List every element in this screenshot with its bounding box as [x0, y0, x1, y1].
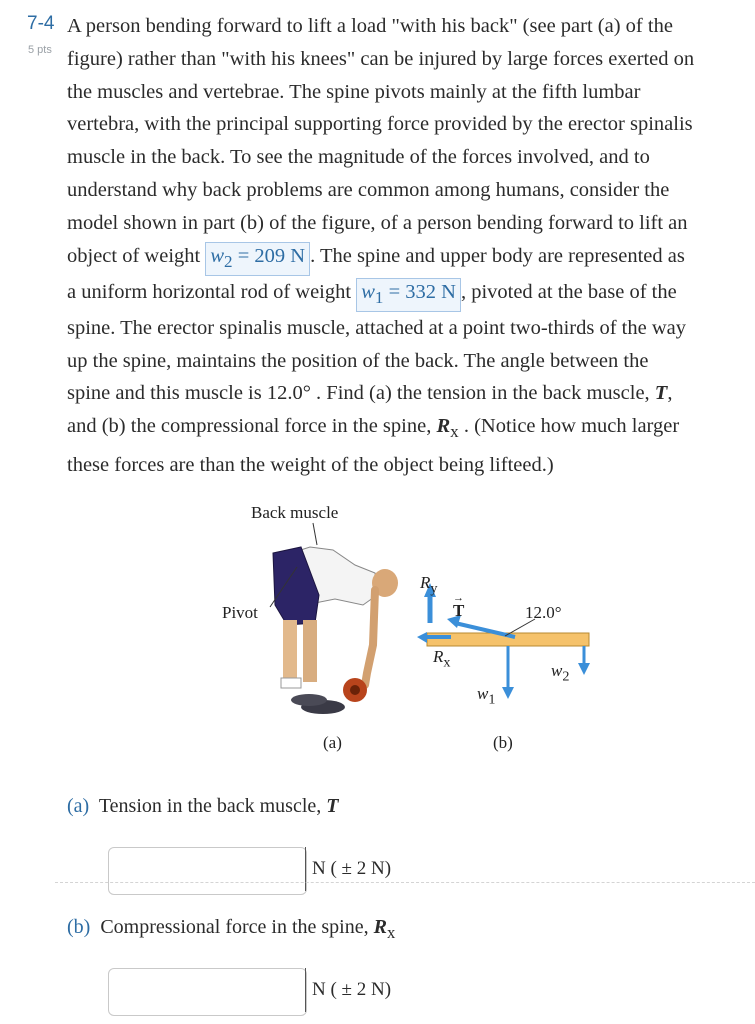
- stem-text: up the spine, maintains the position of the back. The angle between the: [67, 349, 649, 372]
- stem-line: [67, 276, 752, 312]
- stem-text: vertebra, with the principal supporting force provided by the erector spinalis: [67, 113, 693, 136]
- pivot-label: Pivot: [222, 603, 258, 622]
- w2-value: = 209 N: [232, 244, 306, 267]
- part-a-symbol: T: [326, 795, 339, 817]
- w2-label: [551, 661, 569, 685]
- stem-line: [67, 345, 752, 378]
- stem-text: . (Notice how much larger: [458, 415, 680, 438]
- rx-symbol: R: [436, 415, 451, 438]
- ry-symbol: R: [420, 573, 431, 592]
- stem-line: [67, 240, 752, 276]
- part-b-unit: N ( ± 2 N): [305, 968, 391, 1012]
- stem-line: [67, 207, 752, 240]
- ry-label: [420, 573, 437, 597]
- w2-fig-subscript: 2: [562, 668, 570, 685]
- ry-subscript: y: [430, 580, 438, 597]
- w2-fig-symbol: w: [551, 661, 563, 680]
- stem-line: [67, 174, 752, 207]
- part-b-symbol: R: [373, 916, 387, 938]
- w1-label: [477, 684, 495, 708]
- stem-text: model shown in part (b) of the figure, of a person bending forward to lift an: [67, 211, 688, 234]
- part-a-label: (a): [67, 795, 90, 817]
- w1-fig-symbol: w: [477, 684, 489, 703]
- w1-value-box: [356, 278, 461, 312]
- part-b-subscript: x: [386, 923, 396, 942]
- part-b-answer-input[interactable]: [108, 968, 307, 1016]
- stem-text: object of weight: [67, 244, 206, 267]
- stem-text: the muscles and vertebrae. The spine pivots mainly at the fifth lumbar: [67, 80, 641, 103]
- part-a-answer-input[interactable]: [108, 847, 307, 895]
- rx-subscript: x: [450, 422, 459, 442]
- problem-figure: [215, 495, 600, 760]
- stem-text: and (b) the compressional force in the spine,: [67, 415, 437, 438]
- stem-text: spine. The erector spinalis muscle, attached at a point two-thirds of the way: [67, 316, 686, 339]
- t-symbol: T: [453, 601, 465, 620]
- question-stem: [67, 10, 752, 482]
- stem-text: these forces are than the weight of the object being lifteed.): [67, 454, 554, 477]
- vector-arrow-icon: →: [453, 592, 464, 604]
- part-b-label: (b): [67, 916, 91, 938]
- figure-drawing: [215, 495, 600, 760]
- rx-label: [433, 647, 450, 671]
- part-divider: [55, 882, 755, 883]
- question-number: 7-4: [27, 13, 55, 34]
- stem-text: ,: [667, 382, 673, 405]
- stem-text: . The spine and upper body are represented as: [310, 244, 685, 267]
- part-a-text: Tension in the back muscle,: [98, 795, 327, 817]
- stem-line: [67, 377, 752, 410]
- question-points: 5 pts: [28, 44, 52, 56]
- stem-line: [67, 449, 752, 482]
- w1-value: = 332 N: [383, 280, 456, 303]
- rx-fig-symbol: R: [433, 647, 444, 666]
- stem-text: spine and this muscle is 12.0° . Find (a) the tension in the back muscle,: [67, 382, 655, 405]
- back-muscle-label: Back muscle: [251, 503, 339, 522]
- stem-line: [67, 312, 752, 345]
- tension-symbol: T: [654, 382, 668, 405]
- stem-text: , pivoted at the base of the: [460, 280, 677, 303]
- w2-value-box: [205, 242, 310, 276]
- rx-fig-subscript: x: [443, 654, 451, 671]
- w1-subscript: 1: [374, 287, 384, 307]
- stem-line: [67, 76, 752, 109]
- t-label: [453, 592, 465, 621]
- person-illustration: [270, 523, 398, 714]
- stem-text: understand why back problems are common among humans, consider the: [67, 178, 670, 201]
- angle-label: 12.0°: [525, 603, 562, 622]
- w2-symbol: w: [210, 244, 225, 267]
- stem-line: [67, 141, 752, 174]
- caption-a: (a): [323, 733, 342, 752]
- w2-subscript: 2: [224, 251, 233, 271]
- stem-line: [67, 10, 752, 43]
- stem-text: a uniform horizontal rod of weight: [67, 280, 357, 303]
- part-a-unit: N ( ± 2 N): [305, 847, 391, 891]
- part-b-prompt: [67, 916, 395, 943]
- stem-line: [67, 410, 752, 449]
- caption-b: (b): [493, 733, 513, 752]
- w1-fig-subscript: 1: [488, 691, 496, 708]
- stem-text: figure) rather than "with his knees" can be injured by large forces exerted on: [67, 47, 695, 70]
- stem-text: muscle in the back. To see the magnitude of the forces involved, and to: [67, 146, 650, 169]
- part-b-text: Compressional force in the spine,: [100, 916, 374, 938]
- stem-line: [67, 108, 752, 141]
- stem-line: [67, 43, 752, 76]
- w1-symbol: w: [361, 280, 375, 303]
- stem-text: A person bending forward to lift a load "with his back" (see part (a) of the: [67, 15, 673, 37]
- part-a-prompt: [67, 795, 339, 818]
